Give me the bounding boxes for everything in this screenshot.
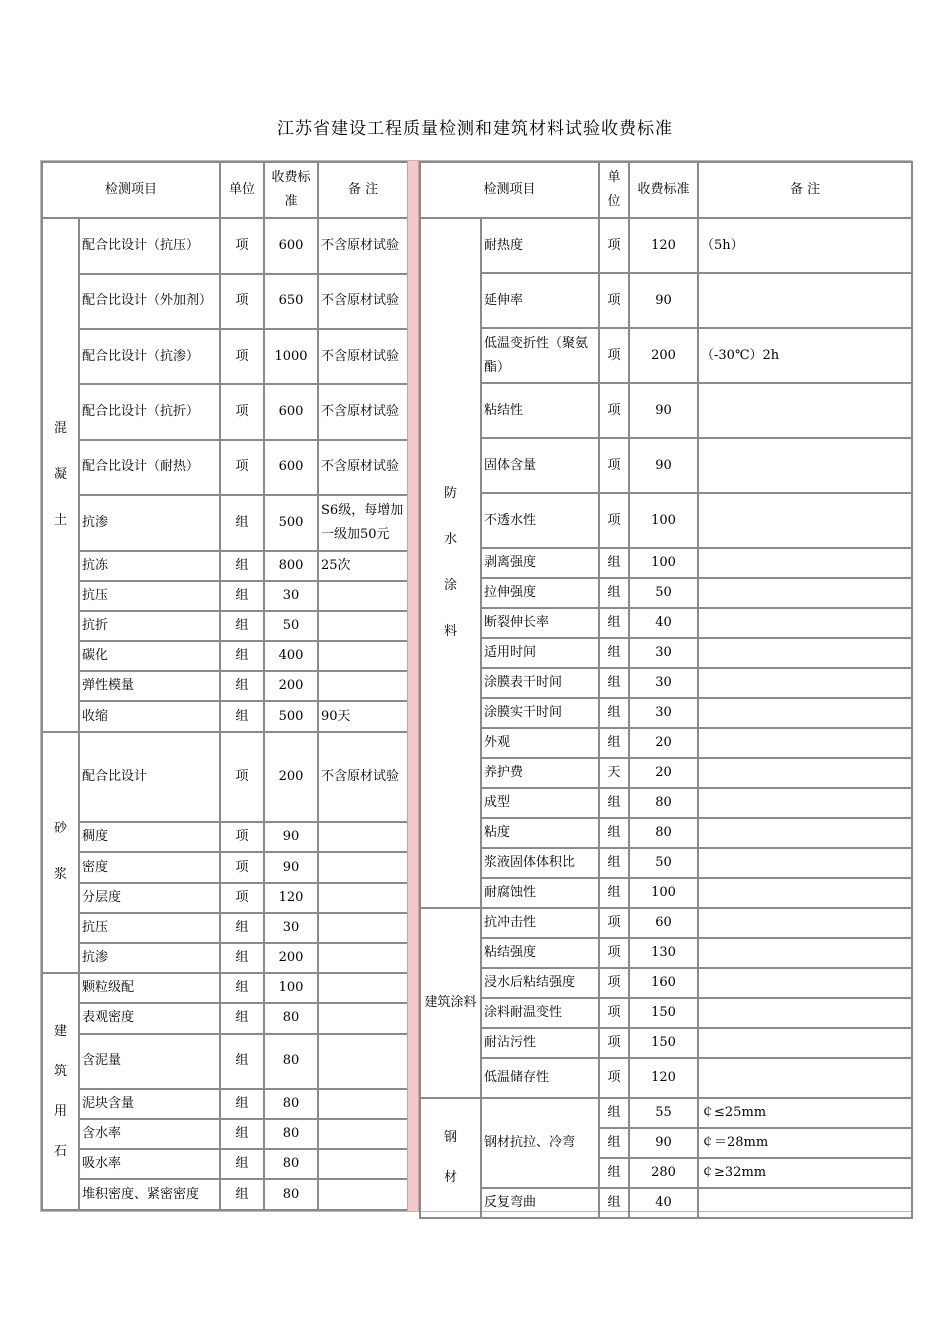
item-cell: 涂膜表干时间: [481, 668, 599, 698]
fee-cell: 80: [264, 1119, 318, 1149]
unit-cell: 组: [599, 1188, 629, 1218]
unit-cell: 组: [599, 698, 629, 728]
table-row: [420, 818, 912, 848]
unit-cell: 组: [599, 608, 629, 638]
unit-cell: 项: [599, 493, 629, 548]
table-row: [42, 913, 408, 943]
table-row: [420, 908, 912, 938]
fee-cell: 80: [264, 1089, 318, 1119]
note-cell: 不含原材试验: [318, 440, 408, 495]
note-cell: [318, 943, 408, 973]
item-cell: 断裂伸长率: [481, 608, 599, 638]
note-cell: [318, 1034, 408, 1089]
note-cell: ￠≤25mm: [698, 1098, 912, 1128]
category-cell: [42, 218, 79, 731]
header-fee: 收费标准: [629, 162, 698, 218]
table-row: [420, 698, 912, 728]
left-table: [41, 161, 407, 1211]
fee-cell: 90: [629, 438, 698, 493]
table-row: [42, 701, 408, 731]
fee-cell: 50: [629, 578, 698, 608]
unit-cell: 组: [599, 1128, 629, 1158]
table-row: [420, 493, 912, 548]
item-cell: 钢材抗拉、冷弯: [481, 1098, 599, 1188]
table-row: [42, 495, 408, 550]
fee-cell: 200: [264, 943, 318, 973]
header-row: [42, 162, 408, 218]
fee-cell: 80: [264, 1003, 318, 1033]
item-cell: 含泥量: [79, 1034, 220, 1089]
note-cell: 不含原材试验: [318, 329, 408, 384]
unit-cell: 项: [220, 274, 264, 329]
note-cell: 不含原材试验: [318, 384, 408, 439]
note-cell: [698, 638, 912, 668]
fee-cell: 1000: [264, 329, 318, 384]
fee-cell: 130: [629, 938, 698, 968]
note-cell: [698, 608, 912, 638]
table-row: [42, 822, 408, 852]
table-row: [42, 440, 408, 495]
unit-cell: 项: [599, 998, 629, 1028]
table-row: [42, 671, 408, 701]
unit-cell: 项: [599, 968, 629, 998]
header-item: 检测项目: [42, 162, 220, 218]
item-cell: 抗冻: [79, 551, 220, 581]
item-cell: 反复弯曲: [481, 1188, 599, 1218]
item-cell: 浆液固体体积比: [481, 848, 599, 878]
unit-cell: 组: [220, 913, 264, 943]
item-cell: 含水率: [79, 1119, 220, 1149]
item-cell: 低温储存性: [481, 1058, 599, 1098]
fee-cell: 200: [264, 732, 318, 823]
item-cell: 成型: [481, 788, 599, 818]
note-cell: [698, 998, 912, 1028]
item-cell: 拉伸强度: [481, 578, 599, 608]
fee-cell: 80: [264, 1149, 318, 1179]
note-cell: （5h）: [698, 218, 912, 273]
item-cell: 抗冲击性: [481, 908, 599, 938]
fee-cell: 120: [629, 1058, 698, 1098]
item-cell: 吸水率: [79, 1149, 220, 1179]
item-cell: 抗压: [79, 581, 220, 611]
item-cell: 抗渗: [79, 495, 220, 550]
item-cell: 抗渗: [79, 943, 220, 973]
table-row: [42, 384, 408, 439]
item-cell: 配合比设计（耐热）: [79, 440, 220, 495]
table-row: [420, 578, 912, 608]
fee-cell: 20: [629, 758, 698, 788]
note-cell: 25次: [318, 551, 408, 581]
table-row: [42, 218, 408, 273]
note-cell: [698, 848, 912, 878]
table-row: [420, 668, 912, 698]
category-char: 浆: [53, 867, 67, 883]
item-cell: 配合比设计（外加剂）: [79, 274, 220, 329]
item-cell: 粘度: [481, 818, 599, 848]
table-row: [420, 1028, 912, 1058]
unit-cell: 项: [220, 822, 264, 852]
category-char: 筑: [53, 1063, 67, 1079]
note-cell: 90天: [318, 701, 408, 731]
fee-cell: 80: [629, 788, 698, 818]
note-cell: [318, 1003, 408, 1033]
table-row: [42, 551, 408, 581]
note-cell: 不含原材试验: [318, 732, 408, 823]
fee-cell: 400: [264, 641, 318, 671]
fee-cell: 120: [264, 883, 318, 913]
item-cell: 弹性模量: [79, 671, 220, 701]
table-row: [42, 852, 408, 882]
item-cell: 养护费: [481, 758, 599, 788]
unit-cell: 组: [220, 1179, 264, 1210]
note-cell: [698, 968, 912, 998]
table-row: [42, 1003, 408, 1033]
note-cell: [318, 641, 408, 671]
fee-cell: 55: [629, 1098, 698, 1128]
fee-cell: 30: [629, 698, 698, 728]
table-row: [420, 328, 912, 383]
item-cell: 粘结性: [481, 383, 599, 438]
header-item: 检测项目: [420, 162, 599, 218]
table-row: [420, 383, 912, 438]
note-cell: [698, 578, 912, 608]
table-row: [42, 883, 408, 913]
unit-cell: 组: [599, 668, 629, 698]
item-cell: 抗折: [79, 611, 220, 641]
note-cell: [698, 758, 912, 788]
note-cell: [318, 913, 408, 943]
note-cell: [318, 822, 408, 852]
table-row: [42, 973, 408, 1003]
category-cell: [42, 732, 79, 974]
fee-cell: 60: [629, 908, 698, 938]
note-cell: ￠≥32mm: [698, 1158, 912, 1188]
table-row: [42, 1119, 408, 1149]
item-cell: 涂料耐温变性: [481, 998, 599, 1028]
item-cell: 碳化: [79, 641, 220, 671]
unit-cell: 项: [220, 329, 264, 384]
item-cell: 低温变折性（聚氨酯）: [481, 328, 599, 383]
table-row: [420, 1058, 912, 1098]
fee-cell: 40: [629, 608, 698, 638]
unit-cell: 项: [220, 384, 264, 439]
fee-cell: 80: [264, 1034, 318, 1089]
table-row: [420, 848, 912, 878]
fee-cell: 160: [629, 968, 698, 998]
table-row: [42, 1179, 408, 1210]
item-cell: 涂膜实干时间: [481, 698, 599, 728]
note-cell: [698, 438, 912, 493]
fee-cell: 200: [629, 328, 698, 383]
table-row: [420, 218, 912, 273]
unit-cell: 项: [599, 1058, 629, 1098]
item-cell: 耐沾污性: [481, 1028, 599, 1058]
note-cell: [318, 1179, 408, 1210]
fee-cell: 800: [264, 551, 318, 581]
item-cell: 适用时间: [481, 638, 599, 668]
category-char: 料: [443, 624, 457, 639]
note-cell: [698, 728, 912, 758]
fee-cell: 50: [629, 848, 698, 878]
header-unit: 单位: [599, 162, 629, 218]
table-divider: [407, 161, 419, 1211]
note-cell: [698, 1058, 912, 1098]
item-cell: 堆积密度、紧密密度: [79, 1179, 220, 1210]
fee-cell: 90: [264, 822, 318, 852]
unit-cell: 组: [599, 578, 629, 608]
category-char: 土: [53, 513, 67, 529]
item-cell: 配合比设计（抗渗）: [79, 329, 220, 384]
unit-cell: 组: [220, 581, 264, 611]
fee-cell: 100: [629, 878, 698, 908]
unit-cell: 项: [220, 883, 264, 913]
unit-cell: 组: [599, 1158, 629, 1188]
unit-cell: 项: [220, 440, 264, 495]
note-cell: [698, 698, 912, 728]
item-cell: 耐热度: [481, 218, 599, 273]
unit-cell: 项: [220, 852, 264, 882]
item-cell: 配合比设计: [79, 732, 220, 823]
table-row: [420, 1098, 912, 1128]
table-row: [42, 274, 408, 329]
unit-cell: 组: [220, 671, 264, 701]
note-cell: [698, 548, 912, 578]
item-cell: 稠度: [79, 822, 220, 852]
category-cell: [420, 218, 481, 908]
category-char: 水: [443, 532, 457, 547]
table-row: [420, 998, 912, 1028]
fee-cell: 150: [629, 998, 698, 1028]
item-cell: 剥离强度: [481, 548, 599, 578]
unit-cell: 组: [220, 1149, 264, 1179]
fee-cell: 90: [629, 1128, 698, 1158]
table-row: [42, 641, 408, 671]
unit-cell: 项: [220, 732, 264, 823]
category-char: 砂: [53, 821, 67, 837]
unit-cell: 组: [220, 641, 264, 671]
item-cell: 浸水后粘结强度: [481, 968, 599, 998]
fee-cell: 90: [629, 273, 698, 328]
table-row: [420, 788, 912, 818]
fee-cell: 600: [264, 384, 318, 439]
category-char: 混: [53, 421, 67, 437]
unit-cell: 项: [599, 218, 629, 273]
table-row: [42, 732, 408, 823]
unit-cell: 组: [599, 818, 629, 848]
unit-cell: 项: [599, 273, 629, 328]
fee-cell: 600: [264, 218, 318, 273]
table-row: [420, 638, 912, 668]
note-cell: [698, 818, 912, 848]
item-cell: 抗压: [79, 913, 220, 943]
note-cell: 不含原材试验: [318, 218, 408, 273]
note-cell: [318, 581, 408, 611]
right-table: [419, 161, 911, 1211]
fee-cell: 100: [629, 548, 698, 578]
table-row: [420, 938, 912, 968]
unit-cell: 组: [599, 728, 629, 758]
fee-cell: 100: [264, 973, 318, 1003]
unit-cell: 组: [220, 1003, 264, 1033]
note-cell: ￠＝28mm: [698, 1128, 912, 1158]
category-char: 防: [443, 486, 457, 501]
table-row: [420, 758, 912, 788]
item-cell: 配合比设计（抗压）: [79, 218, 220, 273]
category-char: 涂: [443, 578, 457, 593]
unit-cell: 组: [599, 848, 629, 878]
note-cell: [318, 1119, 408, 1149]
note-cell: [318, 1149, 408, 1179]
unit-cell: 项: [599, 438, 629, 493]
note-cell: [698, 383, 912, 438]
page-title: 江苏省建设工程质量检测和建筑材料试验收费标准: [277, 119, 673, 139]
category-char: 用: [53, 1103, 67, 1119]
category-char: 材: [443, 1170, 457, 1185]
item-cell: 泥块含量: [79, 1089, 220, 1119]
unit-cell: 组: [220, 973, 264, 1003]
header-note: 备 注: [318, 162, 408, 218]
fee-cell: 200: [264, 671, 318, 701]
item-cell: 颗粒级配: [79, 973, 220, 1003]
item-cell: 粘结强度: [481, 938, 599, 968]
unit-cell: 组: [220, 611, 264, 641]
unit-cell: 组: [599, 1098, 629, 1128]
table-row: [42, 611, 408, 641]
note-cell: [698, 878, 912, 908]
category-cell: [420, 1098, 481, 1218]
unit-cell: 组: [220, 1034, 264, 1089]
table-row: [42, 1089, 408, 1119]
fee-cell: 280: [629, 1158, 698, 1188]
item-cell: 延伸率: [481, 273, 599, 328]
item-cell: 表观密度: [79, 1003, 220, 1033]
category-cell: [42, 973, 79, 1210]
note-cell: 不含原材试验: [318, 274, 408, 329]
table-row: [420, 968, 912, 998]
category-char: 建: [53, 1023, 67, 1039]
table-row: [420, 548, 912, 578]
unit-cell: 项: [599, 328, 629, 383]
table-row: [42, 1149, 408, 1179]
fee-cell: 40: [629, 1188, 698, 1218]
note-cell: [698, 1188, 912, 1218]
unit-cell: 组: [220, 1119, 264, 1149]
item-cell: 耐腐蚀性: [481, 878, 599, 908]
fee-cell: 100: [629, 493, 698, 548]
item-cell: 分层度: [79, 883, 220, 913]
note-cell: [318, 611, 408, 641]
fee-cell: 20: [629, 728, 698, 758]
unit-cell: 项: [599, 908, 629, 938]
note-cell: [698, 1028, 912, 1058]
fee-cell: 500: [264, 495, 318, 550]
category-char: 钢: [443, 1130, 457, 1145]
note-cell: [318, 883, 408, 913]
fee-cell: 30: [264, 913, 318, 943]
unit-cell: 项: [599, 383, 629, 438]
note-cell: [698, 908, 912, 938]
table-row: [420, 1188, 912, 1218]
note-cell: [318, 852, 408, 882]
table-row: [42, 581, 408, 611]
item-cell: 收缩: [79, 701, 220, 731]
note-cell: [698, 493, 912, 548]
fee-cell: 80: [264, 1179, 318, 1210]
table-row: [42, 329, 408, 384]
fee-cell: 150: [629, 1028, 698, 1058]
note-cell: [318, 1089, 408, 1119]
table-row: [420, 608, 912, 638]
note-cell: [698, 668, 912, 698]
note-cell: （-30℃）2h: [698, 328, 912, 383]
fee-cell: 90: [629, 383, 698, 438]
note-cell: [318, 973, 408, 1003]
unit-cell: 组: [220, 495, 264, 550]
category-char: 石: [53, 1143, 67, 1159]
unit-cell: 组: [220, 551, 264, 581]
fee-cell: 120: [629, 218, 698, 273]
fee-table: [40, 160, 912, 1212]
item-cell: 外观: [481, 728, 599, 758]
table-row: [420, 273, 912, 328]
table-row: [42, 1034, 408, 1089]
header-unit: 单位: [220, 162, 264, 218]
table-row: [420, 438, 912, 493]
item-cell: 配合比设计（抗折）: [79, 384, 220, 439]
fee-cell: 30: [629, 668, 698, 698]
unit-cell: 组: [599, 878, 629, 908]
unit-cell: 组: [599, 788, 629, 818]
unit-cell: 项: [220, 218, 264, 273]
note-cell: [698, 938, 912, 968]
note-cell: S6级，每增加一级加50元: [318, 495, 408, 550]
item-cell: 固体含量: [481, 438, 599, 493]
unit-cell: 组: [599, 548, 629, 578]
note-cell: [318, 671, 408, 701]
header-note: 备 注: [698, 162, 912, 218]
item-cell: 不透水性: [481, 493, 599, 548]
unit-cell: 组: [220, 943, 264, 973]
unit-cell: 天: [599, 758, 629, 788]
header-fee: 收费标准: [264, 162, 318, 218]
fee-cell: 80: [629, 818, 698, 848]
fee-cell: 600: [264, 440, 318, 495]
fee-cell: 90: [264, 852, 318, 882]
fee-cell: 650: [264, 274, 318, 329]
note-cell: [698, 273, 912, 328]
item-cell: 密度: [79, 852, 220, 882]
unit-cell: 组: [220, 1089, 264, 1119]
table-row: [420, 728, 912, 758]
table-row: [42, 943, 408, 973]
category-cell: [420, 908, 481, 1098]
unit-cell: 组: [220, 701, 264, 731]
note-cell: [698, 788, 912, 818]
header-row: [420, 162, 912, 218]
unit-cell: 组: [599, 638, 629, 668]
category-label: 建筑涂料: [424, 995, 477, 1010]
unit-cell: 项: [599, 938, 629, 968]
category-char: 凝: [53, 467, 67, 483]
fee-cell: 30: [629, 638, 698, 668]
fee-cell: 50: [264, 611, 318, 641]
fee-cell: 500: [264, 701, 318, 731]
unit-cell: 项: [599, 1028, 629, 1058]
table-row: [420, 878, 912, 908]
fee-cell: 30: [264, 581, 318, 611]
